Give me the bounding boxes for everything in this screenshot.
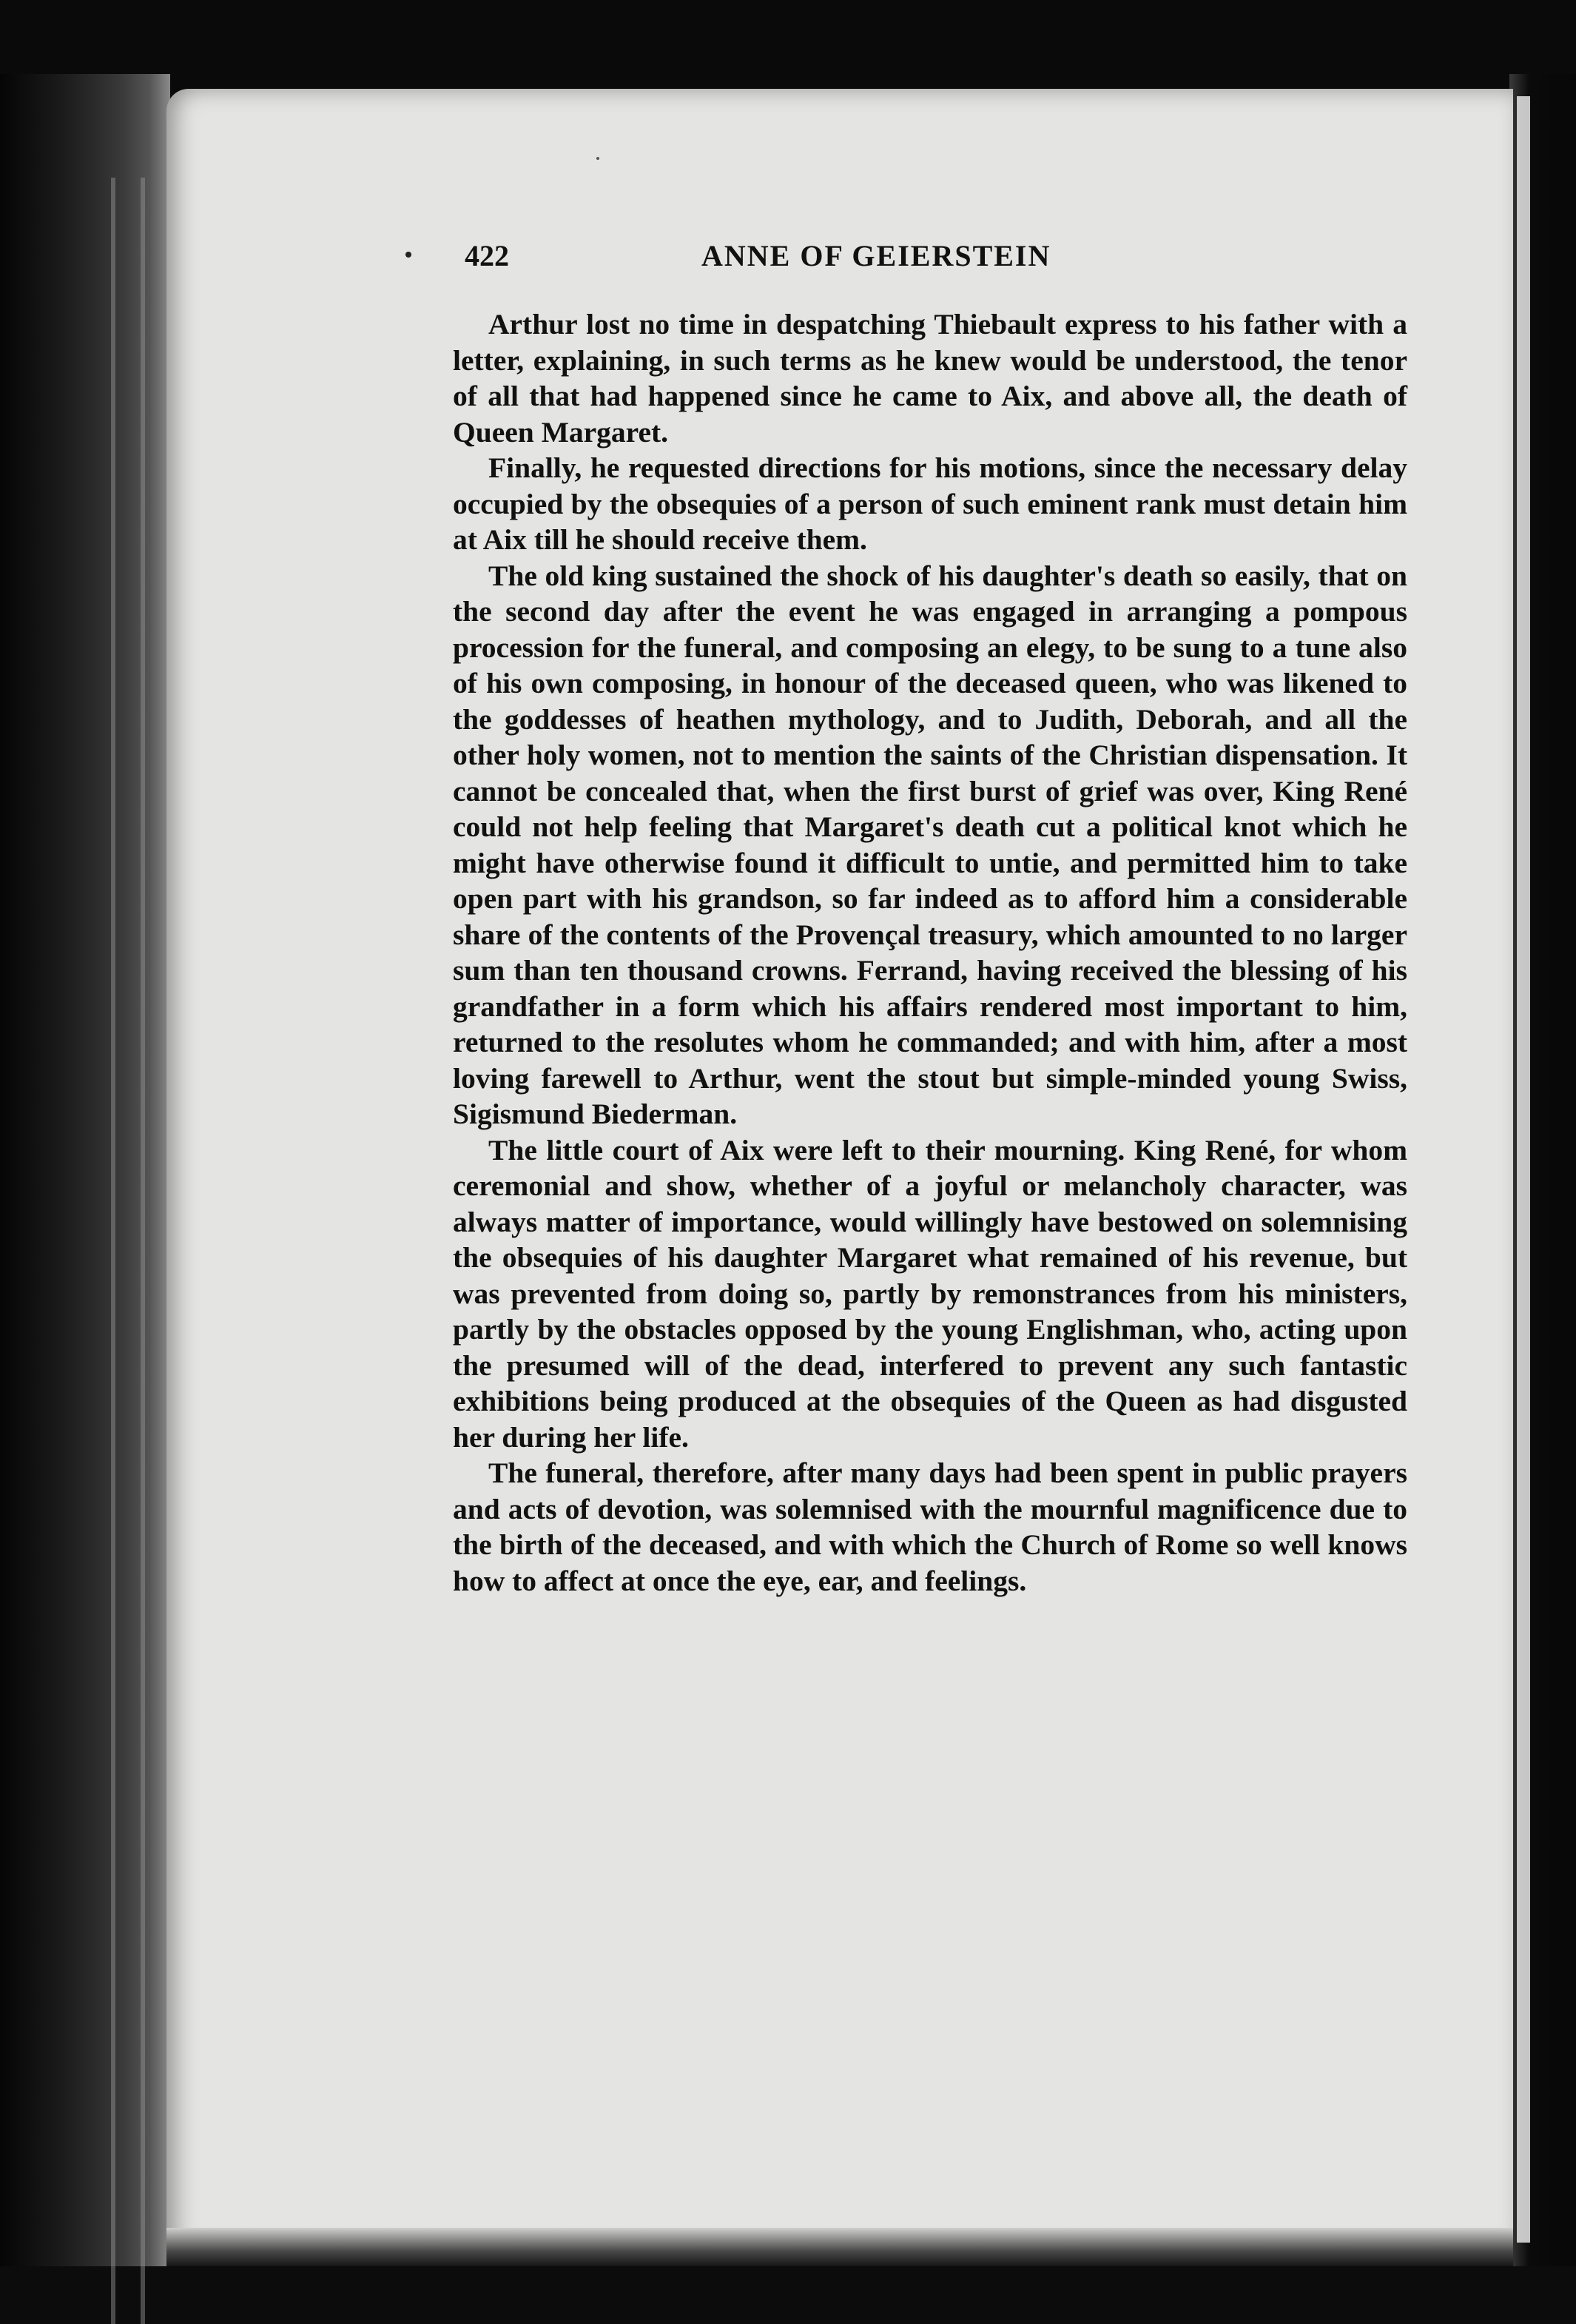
book-spine xyxy=(0,74,170,2266)
paragraph: Finally, he requested directions for his motions, since the necessary delay occupied by the obsequies of a person of such eminent rank must detain him at Aix till he should receive them. xyxy=(453,451,1407,556)
next-page-edge xyxy=(1517,96,1530,2243)
page-number: 422 xyxy=(465,239,509,272)
body-text xyxy=(453,306,1407,1599)
page-header xyxy=(405,238,1202,283)
spine-crease xyxy=(111,178,115,2324)
page-bottom-edge xyxy=(166,2228,1513,2266)
running-title: ANNE OF GEIERSTEIN xyxy=(701,239,1051,272)
page-speck xyxy=(596,157,599,160)
header-speck xyxy=(405,252,411,258)
paragraph: The old king sustained the shock of his daughter's death so easily, that on the second day after the event he was engaged in arranging a pompous procession for the funeral, and composing an elegy, to be sung to a tune also of his own composing, in honour of the deceased queen, who was likened to the goddesses of heathen mythology, and to Judith, Deborah, and all the other holy women, not to mention the saints of the Christian dispensation. It cannot be concealed that, when the first burst of grief was over, King René could not help feeling that Margaret's death cut a political knot which he might have otherwise found it difficult to untie, and permitted him to take open part with his grandson, so far indeed as to afford him a considerable share of the contents of the Provençal treasury, which amounted to no larger sum than ten thousand crowns. Ferrand, having received the blessing of his grandfather in a form which his affairs rendered most important to him, returned to the resolutes whom he commanded; and with him, after a most loving farewell to Arthur, went the stout but simple-minded young Swiss, Sigismund Biederman. xyxy=(453,559,1407,1130)
spine-crease xyxy=(141,178,145,2324)
paragraph: The little court of Aix were left to their mourning. King René, for whom ceremonial and show, whether of a joyful or melancholy character, was always matter of importance, would willingly have bestowed on solemnising the obsequies of his daughter Margaret what remained of his revenue, but was prevented from doing so, partly by remonstrances from his ministers, partly by the obstacles opposed by the young Englishman, who, acting upon the presumed will of the dead, interfered to prevent any such fantastic exhibitions being produced at the obsequies of the Queen as had disgusted her during her life. xyxy=(453,1133,1407,1454)
paragraph: Arthur lost no time in despatching Thiebault express to his father with a letter, explaining, in such terms as he knew would be understood, the tenor of all that had happened since he came to Aix, and above all, the death of Queen Margaret. xyxy=(453,308,1407,449)
scan-top-border xyxy=(0,0,1576,93)
paragraph: The funeral, therefore, after many days had been spent in public prayers and acts of devotion, was solemnised with the mournful magnificence due to the birth of the deceased, and with which the Church of Rome so well knows how to affect at once the eye, ear, and feelings. xyxy=(453,1457,1407,1597)
